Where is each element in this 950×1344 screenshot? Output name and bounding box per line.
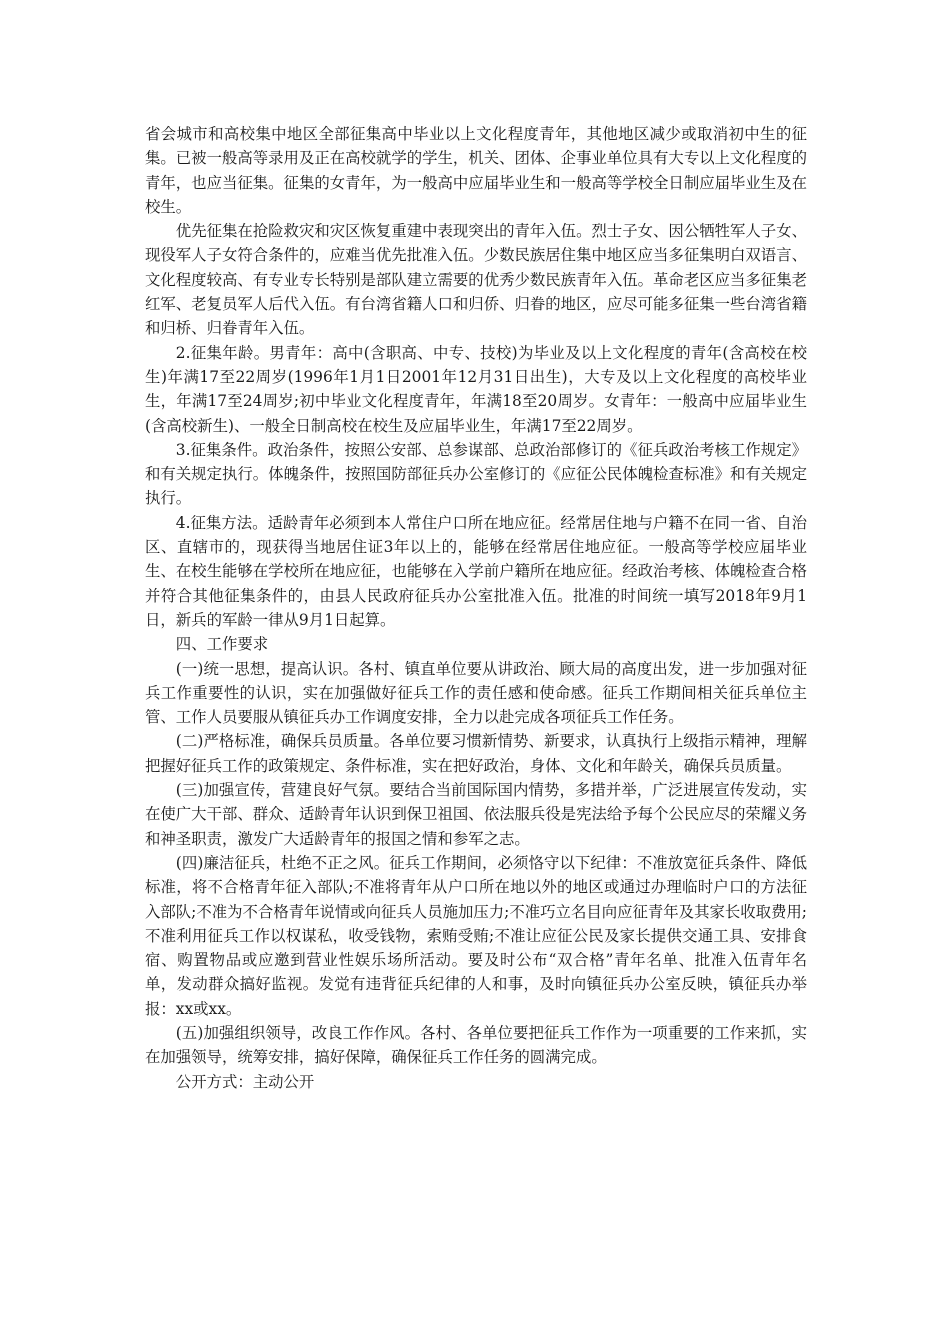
- document-body: [145, 122, 807, 1094]
- paragraph-leadership: (五)加强组织领导，改良工作作风。各村、各单位要把征兵工作作为一项重要的工作来抓，实在加强领导，统筹安排，搞好保障，确保征兵工作任务的圆满完成。: [145, 1023, 807, 1067]
- paragraph-recruit-conditions: 3.征集条件。政治条件，按照公安部、总参谋部、总政治部修订的《征兵政治考核工作规定》和有关规定执行。体魄条件，按照国防部征兵办公室修订的《应征公民体魄检查标准》和有关规定执行。: [145, 440, 807, 508]
- paragraph-recruit-scope: 省会城市和高校集中地区全部征集高中毕业以上文化程度青年，其他地区减少或取消初中生的征集。已被一般高等录用及正在高校就学的学生，机关、团体、企事业单位具有大专以上文化程度的青年，也应当征集。征集的女青年，为一般高中应届毕业生和一般高等学校全日制应届毕业生及在校生。: [145, 125, 807, 216]
- paragraph-unify-thinking: (一)统一思想，提高认识。各村、镇直单位要从讲政治、顾大局的高度出发，进一步加强对征兵工作重要性的认识，实在加强做好征兵工作的责任感和使命感。征兵工作期间相关征兵单位主管、工作人员要服从镇征兵办工作调度安排，全力以赴完成各项征兵工作任务。: [145, 659, 807, 727]
- paragraph-recruit-method: 4.征集方法。适龄青年必须到本人常住户口所在地应征。经常居住地与户籍不在同一省、自治区、直辖市的，现获得当地居住证3年以上的，能够在经常居住地应征。一般高等学校应届毕业生、在校生能够在学校所在地应征，也能够在入学前户籍所在地应征。经政治考核、体魄检查合格并符合其他征集条件的，由县人民政府征兵办公室批准入伍。批准的时间统一填写2018年9月1日，新兵的军龄一律从9月1日起算。: [145, 513, 807, 629]
- paragraph-priority-recruit: 优先征集在抢险救灾和灾区恢复重建中表现突出的青年入伍。烈士子女、因公牺牲军人子女、现役军人子女符合条件的，应难当优先批准入伍。少数民族居住集中地区应当多征集明白双语言、文化程度较高、有专业专长特别是部队建立需要的优秀少数民族青年入伍。革命老区应当多征集老红军、老复员军人后代入伍。有台湾省籍人口和归侨、归眷的地区，应尽可能多征集一些台湾省籍和归桥、归眷青年入伍。: [145, 222, 807, 338]
- paragraph-clean-recruitment: (四)廉洁征兵，杜绝不正之风。征兵工作期间，必须恪守以下纪律：不准放宽征兵条件、降低标准，将不合格青年征入部队;不准将青年从户口所在地以外的地区或通过办理临时户口的方法征入部队;不准为不合格青年说情或向征兵人员施加压力;不准巧立名目向应征青年及其家长收取费用;不准利用征兵工作以权谋私，收受钱物，索贿受贿;不准让应征公民及家长提供交通工具、安排食宿、购置物品或应邀到营业性娱乐场所活动。要及时公布“双合格”青年名单、批准入伍青年名单，发动群众搞好监视。发觉有违背征兵纪律的人和事，及时向镇征兵办公室反映，镇征兵办举报：xx或xx。: [145, 853, 807, 1018]
- paragraph-strict-standards: (二)严格标准，确保兵员质量。各单位要习惯新情势、新要求，认真执行上级指示精神，理解把握好征兵工作的政策规定、条件标准，实在把好政治，身体、文化和年龄关，确保兵员质量。: [145, 732, 807, 775]
- paragraph-recruit-age: 2.征集年龄。男青年：高中(含职高、中专、技校)为毕业及以上文化程度的青年(含高校在校生)年满17至22周岁(1996年1月1日2001年12月31日出生)，大专及以上文化程度的高校毕业生，年满17至24周岁;初中毕业文化程度青年，年满18至20周岁。女青年：一般高中应届毕业生(含高校新生)、一般全日制高校在校生及应届毕业生，年满17至22周岁。: [145, 343, 807, 435]
- paragraph-publicity: (三)加强宣传，营建良好气氛。要结合当前国际国内情势，多措并举，广泛进展宣传发动，实在使广大干部、群众、适龄青年认识到保卫祖国、依法服兵役是宪法给予每个公民应尽的荣耀义务和神圣职责，激发广大适龄青年的报国之情和参军之志。: [145, 781, 807, 848]
- paragraph-disclosure-method: 公开方式：主动公开: [175, 1072, 315, 1091]
- section-heading-work-requirements: 四、工作要求: [175, 635, 269, 654]
